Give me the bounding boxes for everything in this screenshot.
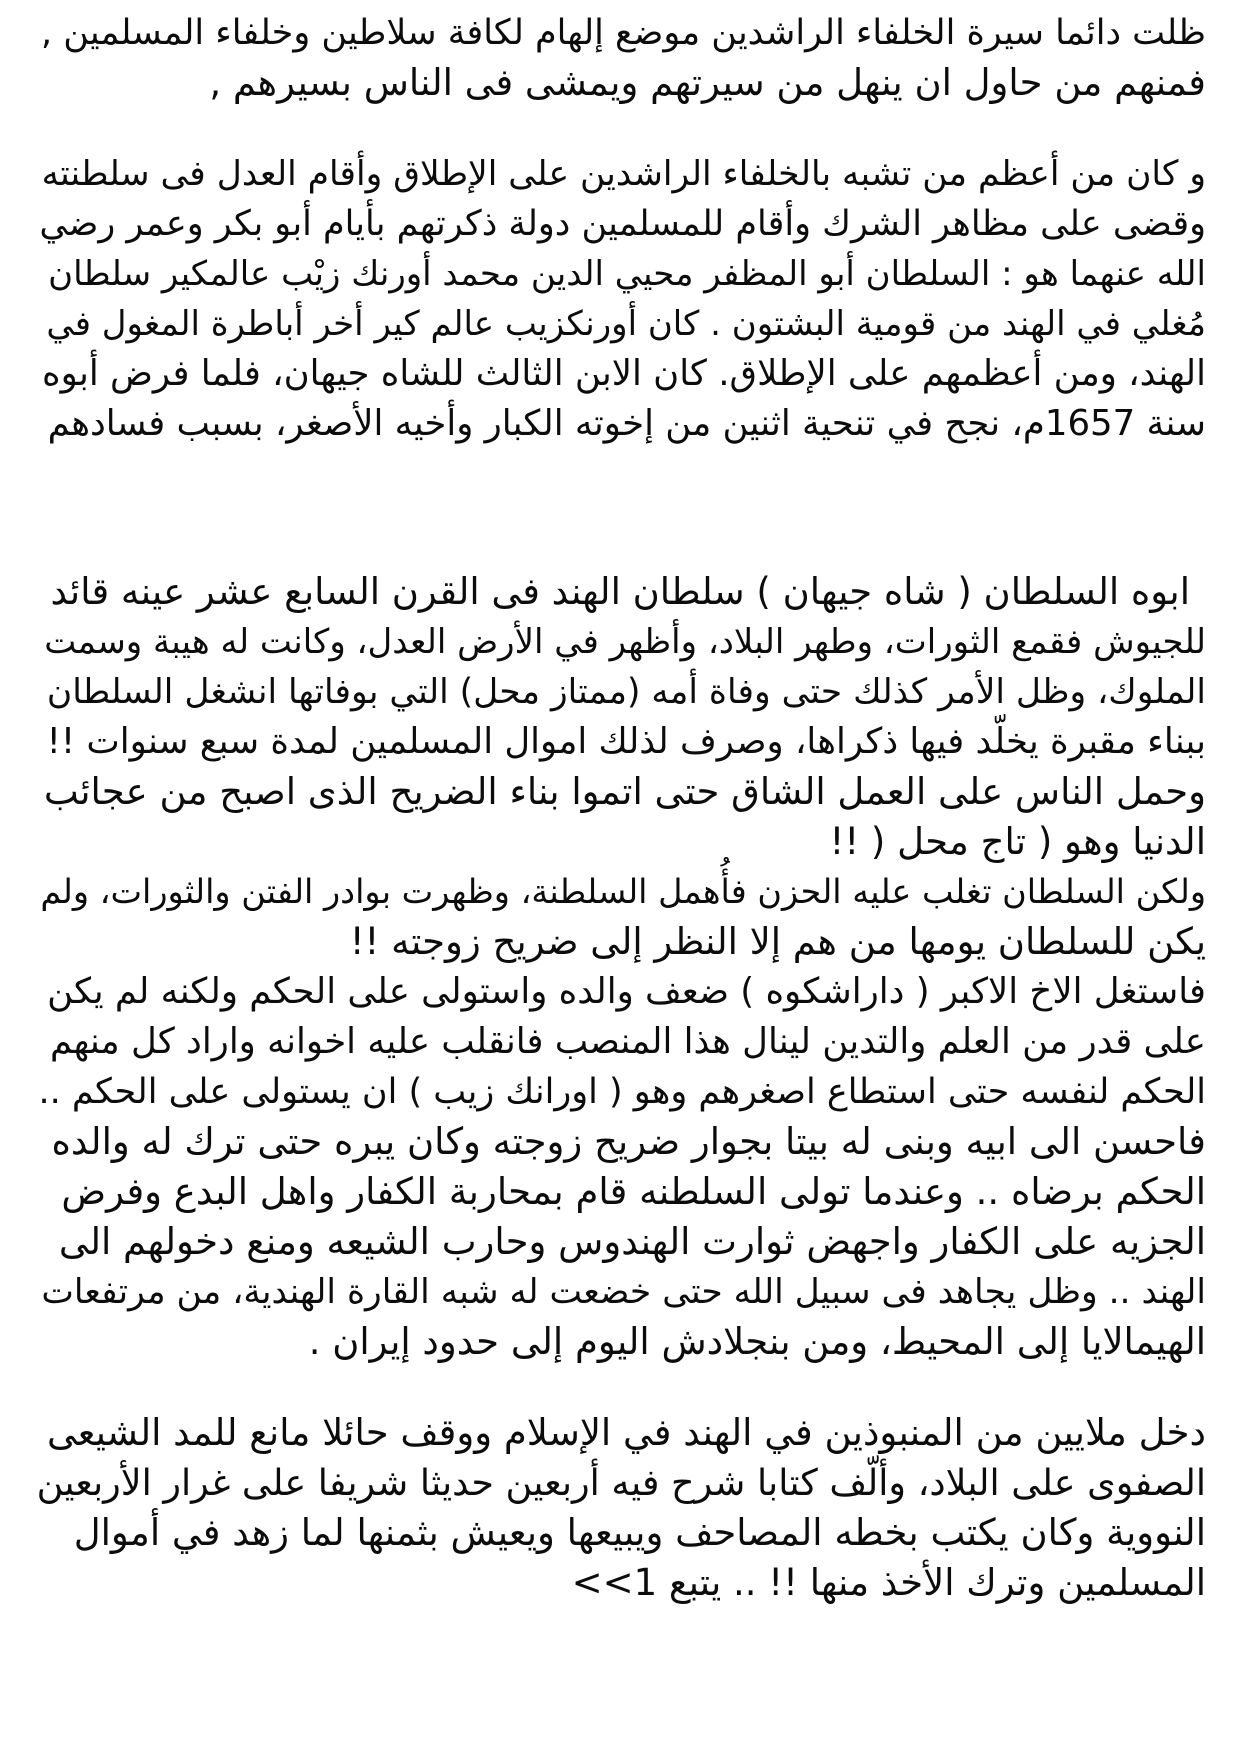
- text-line: ابوه السلطان ( شاه جيهان ) سلطان الهند فى القرن السابع عشر عينه قائد: [50, 570, 1190, 613]
- text-line: الله عنهما هو : السلطان أبو المظفر محيي الدين محمد أورنك زيْب عالمكير سلطان: [48, 254, 1206, 294]
- text-line: وقضى على مظاهر الشرك وأقام للمسلمين دولة ذكرتهم بأيام أبو بكر وعمر رضي: [39, 204, 1206, 244]
- text-line: الحكم برضاه .. وعندما تولى السلطنه قام بمحاربة الكفار واهل البدع وفرض: [61, 1170, 1206, 1213]
- text-line: الهند .. وظل يجاهد فى سبيل الله حتى خضعت له شبه القارة الهندية، من مرتفعات: [41, 1272, 1206, 1312]
- paragraph-aurangzeb-intro: [36, 149, 1206, 449]
- paragraph-spacer: [36, 449, 1206, 567]
- text-line: ظلت دائما سيرة الخلفاء الراشدين موضع إلهام لكافة سلاطين وخلفاء المسلمين ,: [41, 13, 1206, 53]
- text-line: الملوك، وظل الأمر كذلك حتى وفاة أمه (ممتاز محل) التي بوفاتها انشغل السلطان: [46, 672, 1206, 712]
- text-line: سنة 1657م، نجح في تنحية اثنين من إخوته الكبار وأخيه الأصغر، بسبب فسادهم: [47, 403, 1206, 444]
- paragraph-legacy: [36, 1408, 1206, 1608]
- text-line: المسلمين وترك الأخذ منها !! .. يتبع 1>>: [571, 1561, 1206, 1604]
- paragraph-shah-jahan: [36, 567, 1206, 1367]
- paragraph-spacer: [36, 108, 1206, 149]
- text-line: على قدر من العلم والتدين لينال هذا المنصب فانقلب عليه اخوانه واراد كل منهم: [49, 1021, 1206, 1062]
- text-line: مُغلي في الهند من قومية البشتون . كان أورنكزيب عالم كير أخر أباطرة المغول في: [46, 304, 1206, 344]
- paragraph-intro: [36, 8, 1206, 108]
- text-line: ولكن السلطان تغلب عليه الحزن فأُهمل السلطنة، وظهرت بوادر الفتن والثورات، ولم: [40, 872, 1206, 911]
- text-line: وحمل الناس على العمل الشاق حتى اتموا بناء الضريح الذى اصبح من عجائب: [43, 770, 1206, 813]
- text-line: ببناء مقبرة يخلّد فيها ذكراها، وصرف لذلك اموال المسلمين لمدة سبع سنوات !!: [46, 721, 1206, 762]
- paragraph-spacer: [36, 1367, 1206, 1408]
- text-line: و كان من أعظم من تشبه بالخلفاء الراشدين على الإطلاق وأقام العدل فى سلطنته: [41, 154, 1206, 194]
- text-line: فمنهم من حاول ان ينهل من سيرتهم ويمشى فى الناس بسيرهم ,: [209, 61, 1206, 104]
- text-line: الجزيه على الكفار واجهض ثوارت الهندوس وحارب الشيعه ومنع دخولهم الى: [58, 1220, 1206, 1263]
- text-line: الدنيا وهو ( تاج محل ( !!: [829, 820, 1206, 863]
- text-line: فاستغل الاخ الاكبر ( داراشكوه ) ضعف والده واستولى على الحكم ولكنه لم يكن: [47, 971, 1206, 1012]
- text-line: فاحسن الى ابيه وبنى له بيتا بجوار ضريح زوجته وكان يبره حتى ترك له والده: [51, 1120, 1206, 1163]
- text-line: يكن للسلطان يومها من هم إلا النظر إلى ضريح زوجته !!: [349, 920, 1206, 963]
- text-line: الصفوى على البلاد، وألّف كتابا شرح فيه أربعين حديثا شريفا على غرار الأربعين: [36, 1461, 1206, 1504]
- text-line: دخل ملايين من المنبوذين في الهند في الإسلام ووقف حائلا مانع للمد الشيعى: [46, 1411, 1206, 1454]
- text-line: النووية وكان يكتب بخطه المصاحف ويبيعها ويعيش بثمنها لما زهد في أموال: [73, 1511, 1206, 1554]
- text-line: للجيوش فقمع الثورات، وطهر البلاد، وأظهر في الأرض العدل، وكانت له هيبة وسمت: [44, 622, 1206, 662]
- text-line: الحكم لنفسه حتى استطاع اصغرهم وهو ( اورانك زيب ) ان يستولى على الحكم ..: [38, 1072, 1206, 1112]
- text-line: الهيمالايا إلى المحيط، ومن بنجلادش اليوم إلى حدود إيران .: [308, 1320, 1206, 1363]
- text-line: الهند، ومن أعظمهم على الإطلاق. كان الابن الثالث للشاه جيهان، فلما فرض أبوه: [42, 353, 1206, 394]
